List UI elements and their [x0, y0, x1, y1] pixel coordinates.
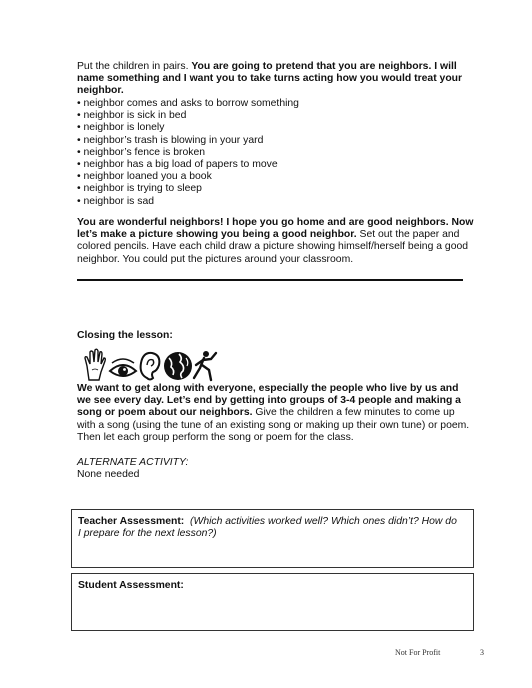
intro-lead: Put the children in pairs. [77, 61, 189, 72]
footer-text: Not For Profit [395, 648, 441, 657]
teacher-assessment-box [71, 509, 474, 568]
sensory-icons [83, 348, 223, 382]
closing-bold: We want to get along with everyone, especially the people who live by us and we see every day. Let’s end by getting into groups of 3-4 people and making a song or poem about our neighbors. [77, 383, 461, 419]
picture-paragraph [77, 217, 475, 266]
running-person-icon [194, 351, 216, 380]
student-assessment-box [71, 573, 474, 631]
hand-icon [85, 349, 105, 380]
list-item: • neighbor’s fence is broken [77, 146, 206, 158]
picture-bold: You are wonderful neighbors! I hope you go home and are good neighbors. Now let’s make a picture showing you being a good neighbor. [77, 217, 474, 241]
teacher-assessment-text [78, 516, 458, 540]
closing-rest: Give the children a few minutes to come up with a song (using the tune of an existing song or making up their own tune) or poem. Then let each group perform the song or poem for the class. [77, 407, 470, 443]
section-divider [77, 279, 463, 281]
intro-bold: You are going to pretend that you are neighbors. I will name something and I want you to take turns acting how you would treat your neighbor. [77, 61, 463, 97]
eye-icon [110, 359, 136, 376]
picture-rest: Set out the paper and colored pencils. Have each child draw a picture showing himself/herself being a good neighbor. You could put the pictures around your classroom. [77, 229, 469, 265]
closing-heading: Closing the lesson: [77, 330, 173, 341]
scenario-list [77, 98, 477, 208]
page-number: 3 [480, 648, 484, 657]
intro-paragraph [77, 61, 475, 98]
list-item: • neighbor comes and asks to borrow something [77, 98, 299, 109]
list-item: • neighbor is trying to sleep [77, 183, 202, 195]
alternate-activity-label: ALTERNATE ACTIVITY: [77, 457, 189, 468]
closing-paragraph [77, 383, 475, 444]
globe-icon [164, 352, 192, 380]
student-assessment-label: Student Assessment: [78, 580, 184, 591]
alternate-activity-value: None needed [77, 469, 140, 480]
list-item: • neighbor is lonely [77, 122, 165, 134]
list-item: • neighbor’s trash is blowing in your yard [77, 134, 264, 146]
list-item: • neighbor loaned you a book [77, 171, 212, 183]
teacher-assessment-prompt: (Which activities worked well? Which ones didn’t? How do I prepare for the next lesson?) [78, 516, 457, 540]
student-assessment-text [78, 580, 458, 592]
list-item: • neighbor is sad [77, 195, 155, 207]
list-item: • neighbor has a big load of papers to move [77, 159, 278, 171]
teacher-assessment-label: Teacher Assessment: [78, 516, 185, 527]
list-item: • neighbor is sick in bed [77, 110, 187, 122]
ear-icon [141, 353, 160, 380]
